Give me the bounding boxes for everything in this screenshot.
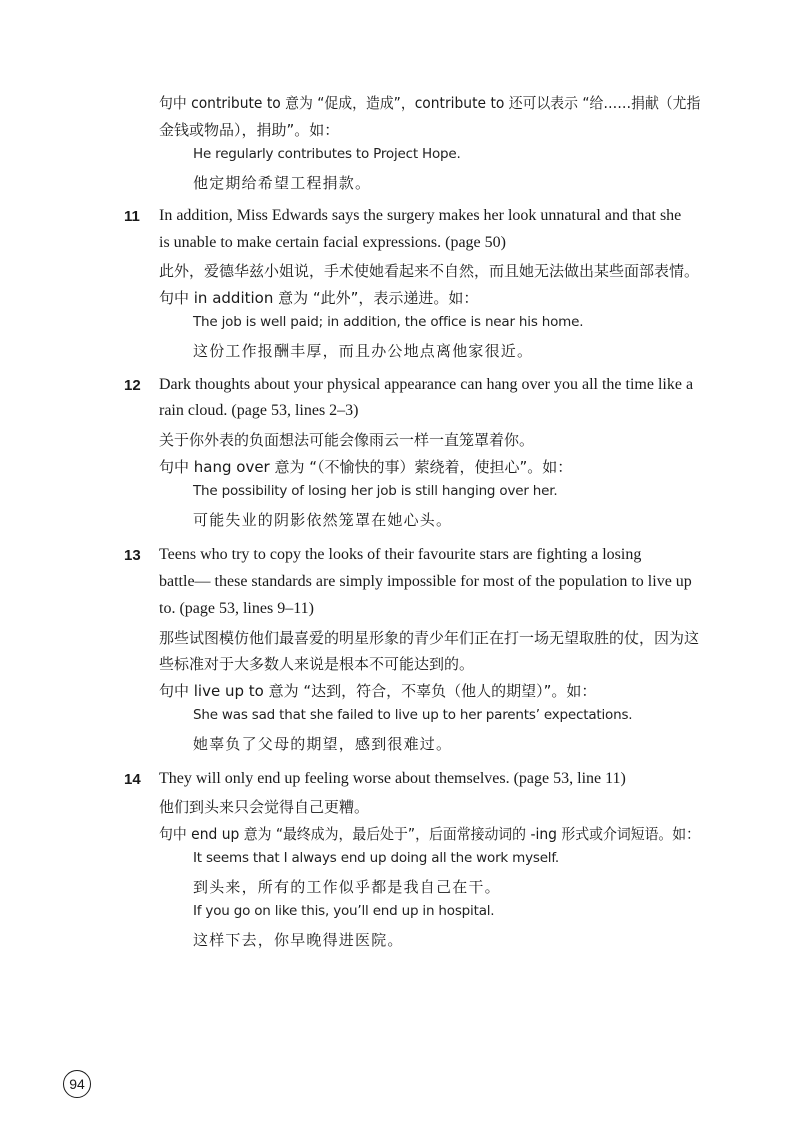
note-explanation: 句中 hang over 意为 “（不愉快的事）萦绕着，使担心”。如：: [159, 458, 573, 476]
note-translation-line: 些标准对于大多数人来说是根本不可能达到的。: [159, 655, 475, 673]
note-sentence-line: They will only end up feeling worse about themselves. (page 53, line 11): [159, 770, 626, 787]
note-sentence-line: Dark thoughts about your physical appearance can hang over you all the time like a: [159, 376, 694, 393]
note-sentence-line: rain cloud. (page 53, lines 2–3): [159, 402, 359, 419]
note-sentence-line: to. (page 53, lines 9–11): [159, 600, 314, 617]
note-translation: 他们到头来只会觉得自己更糟。: [159, 798, 370, 816]
page-number: 94: [63, 1070, 91, 1098]
note-number: 11: [124, 208, 140, 225]
example-cn: 她辜负了父母的期望，感到很难过。: [193, 735, 453, 753]
example-cn: 这份工作报酬丰厚，而且办公地点离他家很近。: [193, 342, 534, 360]
example-cn: 到头来，所有的工作似乎都是我自己在干。: [193, 878, 501, 896]
intro-example-cn: 他定期给希望工程捐款。: [193, 174, 372, 192]
intro-explanation-line-1: 句中 contribute to 意为 “促成，造成”，contribute to 还可以表示 “给……捐献（尤指: [159, 94, 701, 112]
example-cn: 可能失业的阴影依然笼罩在她心头。: [193, 511, 453, 529]
note-translation: 此外，爱德华兹小姐说，手术使她看起来不自然，而且她无法做出某些面部表情。: [159, 262, 700, 280]
note-sentence-line: battle— these standards are simply impossible for most of the population to live up: [159, 573, 692, 590]
example-cn: 这样下去，你早晚得进医院。: [193, 931, 404, 949]
note-number: 14: [124, 771, 141, 788]
note-number: 13: [124, 547, 141, 564]
example-en: She was sad that she failed to live up to her parents’ expectations.: [193, 707, 633, 723]
note-explanation: 句中 end up 意为 “最终成为，最后处于”，后面常接动词的 -ing 形式或介词短语。如：: [159, 825, 701, 843]
note-translation-line: 那些试图模仿他们最喜爱的明星形象的青少年们正在打一场无望取胜的仗，因为这: [159, 629, 700, 647]
intro-explanation-line-2: 金钱或物品），捐助”。如：: [159, 121, 340, 139]
note-number: 12: [124, 377, 141, 394]
note-explanation: 句中 in addition 意为 “此外”，表示递进。如：: [159, 289, 479, 307]
note-sentence-line: In addition, Miss Edwards says the surgery makes her look unnatural and that she: [159, 207, 682, 224]
intro-example-en: He regularly contributes to Project Hope.: [193, 146, 461, 162]
note-sentence-line: is unable to make certain facial expressions. (page 50): [159, 234, 506, 251]
note-sentence-line: Teens who try to copy the looks of their favourite stars are fighting a losing: [159, 546, 642, 563]
example-en: The job is well paid; in addition, the office is near his home.: [193, 314, 584, 330]
note-explanation: 句中 live up to 意为 “达到，符合，不辜负（他人的期望）”。如：: [159, 682, 597, 700]
example-en: The possibility of losing her job is still hanging over her.: [193, 483, 558, 499]
note-translation: 关于你外表的负面想法可能会像雨云一样一直笼罩着你。: [159, 431, 535, 449]
example-en: If you go on like this, you’ll end up in hospital.: [193, 903, 495, 919]
example-en: It seems that I always end up doing all the work myself.: [193, 850, 560, 866]
